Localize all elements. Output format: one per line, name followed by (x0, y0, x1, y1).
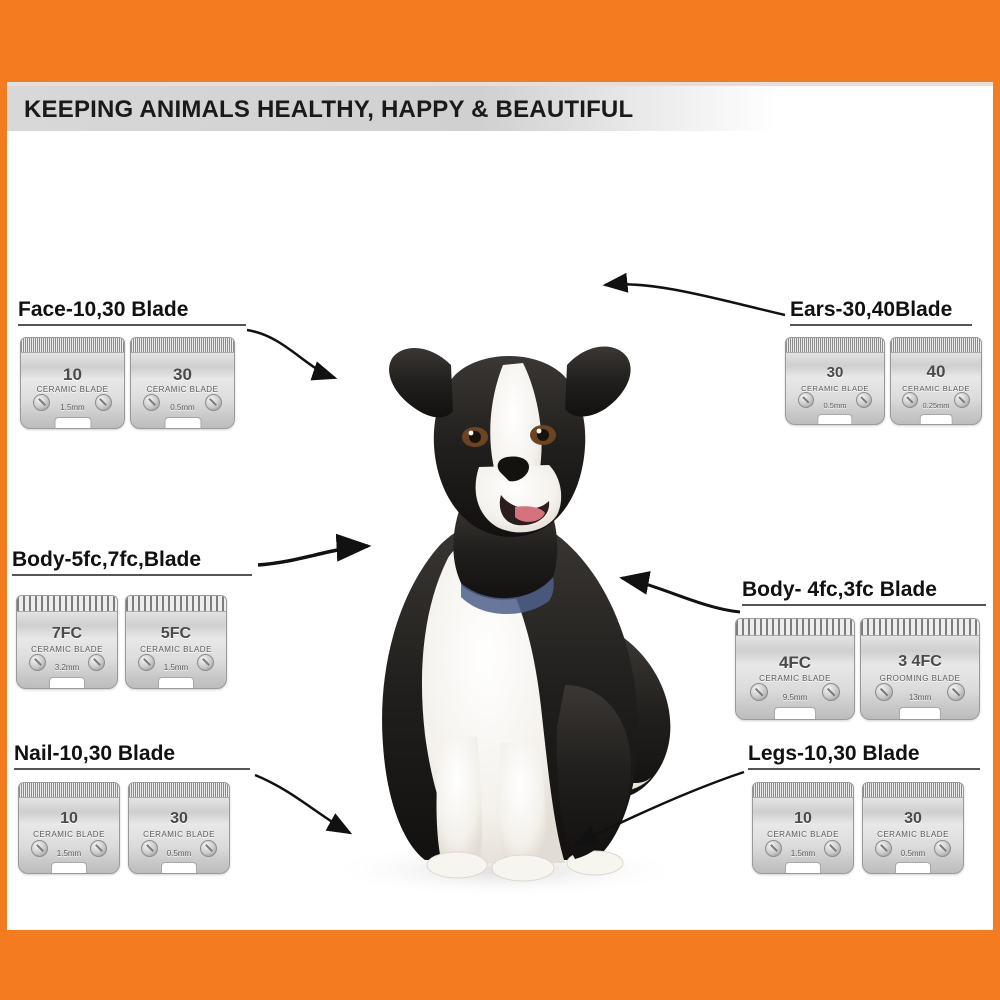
blade-teeth-icon (126, 596, 226, 612)
blade-notch (54, 417, 91, 429)
blade-brand-label: CERAMIC BLADE (36, 384, 109, 394)
blade-brand-label: CERAMIC BLADE (902, 383, 970, 393)
blade-screw-icon (90, 840, 107, 857)
right-orange-border (993, 0, 1000, 1000)
blade-brand-label: CERAMIC BLADE (146, 384, 219, 394)
blade-mm-label: 3.2mm (54, 663, 80, 673)
blade-notch (899, 707, 941, 720)
blade-notch (785, 862, 821, 874)
blade-teeth-icon (891, 338, 981, 353)
blade-teeth-icon (19, 783, 119, 798)
blade-ears-40 (890, 337, 982, 425)
top-orange-bar (0, 0, 1000, 82)
blade-notch (49, 677, 85, 689)
blade-size-label: 10 (60, 810, 78, 827)
blade-teeth-icon (131, 338, 234, 353)
blade-screw-icon (141, 840, 158, 857)
blade-body-4fc (735, 618, 855, 720)
blade-size-label: 30 (826, 363, 844, 381)
blade-mm-label: 0.5mm (166, 848, 192, 858)
left-orange-border (0, 0, 7, 1000)
blade-screw-icon (875, 840, 892, 857)
blade-size-label: 3 4FC (898, 653, 942, 670)
callout-label-nail: Nail-10,30 Blade (14, 742, 250, 770)
blade-size-label: 30 (173, 365, 192, 384)
blade-mm-label: 0.5mm (823, 400, 847, 410)
blade-screw-icon (934, 840, 951, 857)
blade-nail-10 (18, 782, 120, 874)
blade-face-30 (130, 337, 235, 429)
callout-label-body-left: Body-5fc,7fc,Blade (12, 548, 252, 576)
callout-label-ears: Ears-30,40Blade (790, 298, 972, 326)
blade-notch (51, 862, 87, 874)
blade-screw-icon (138, 654, 155, 671)
blade-screw-icon (31, 840, 48, 857)
blade-brand-label: CERAMIC BLADE (33, 829, 105, 839)
blade-teeth-icon (786, 338, 884, 353)
blade-screw-icon (29, 654, 46, 671)
blade-teeth-icon (17, 596, 117, 612)
blade-screw-icon (824, 840, 841, 857)
blade-notch (817, 414, 852, 425)
blade-legs-30 (862, 782, 964, 874)
callout-label-legs: Legs-10,30 Blade (748, 742, 980, 770)
blade-mm-label: 1.5mm (60, 402, 85, 412)
blade-size-label: 40 (926, 362, 946, 382)
blade-size-label: 30 (904, 810, 922, 827)
blade-notch (158, 677, 194, 689)
blade-screw-icon (902, 392, 918, 408)
blade-teeth-icon (861, 619, 979, 636)
blade-brand-label: CERAMIC BLADE (801, 383, 869, 393)
blade-screw-icon (205, 394, 222, 411)
blade-brand-label: CERAMIC BLADE (31, 644, 103, 654)
blade-screw-icon (798, 392, 814, 408)
blade-ears-30 (785, 337, 885, 425)
blade-size-label: 10 (63, 365, 82, 384)
tagline-text: KEEPING ANIMALS HEALTHY, HAPPY & BEAUTIFUL (24, 96, 634, 123)
blade-teeth-icon (736, 619, 854, 636)
blade-screw-icon (947, 683, 965, 701)
blade-mm-label: 1.5mm (163, 663, 189, 673)
blade-notch (161, 862, 197, 874)
dog-photo (265, 215, 735, 905)
blade-screw-icon (822, 683, 840, 701)
blade-nail-30 (128, 782, 230, 874)
blade-teeth-icon (863, 783, 963, 798)
blade-screw-icon (765, 840, 782, 857)
blade-body-5fc (125, 595, 227, 689)
blade-notch (774, 707, 816, 720)
blade-brand-label: CERAMIC BLADE (877, 829, 949, 839)
callout-label-body-right: Body- 4fc,3fc Blade (742, 578, 986, 606)
blade-teeth-icon (753, 783, 853, 798)
blade-body-7fc (16, 595, 118, 689)
blade-size-label: 4FC (778, 653, 812, 672)
blade-mm-label: 0.5mm (170, 402, 195, 412)
blade-mm-label: 13mm (908, 693, 932, 702)
blade-size-label: 5FC (160, 624, 192, 642)
blade-size-label: 10 (794, 810, 812, 827)
blade-screw-icon (197, 654, 214, 671)
blade-screw-icon (95, 394, 112, 411)
blade-face-10 (20, 337, 125, 429)
blade-teeth-icon (129, 783, 229, 798)
blade-brand-label: CERAMIC BLADE (143, 829, 215, 839)
blade-screw-icon (200, 840, 217, 857)
blade-brand-label: CERAMIC BLADE (767, 829, 839, 839)
blade-notch (920, 414, 953, 425)
blade-brand-label: CERAMIC BLADE (140, 644, 212, 654)
blade-mm-label: 0.5mm (900, 848, 926, 858)
callout-label-face: Face-10,30 Blade (18, 298, 246, 326)
blade-teeth-icon (21, 338, 124, 353)
blade-legs-10 (752, 782, 854, 874)
blade-size-label: 7FC (51, 624, 83, 642)
blade-brand-label: GROOMING BLADE (879, 674, 961, 683)
blade-mm-label: 1.5mm (56, 848, 82, 858)
blade-size-label: 30 (170, 810, 188, 827)
blade-notch (895, 862, 931, 874)
bottom-orange-bar (0, 930, 1000, 1000)
blade-screw-icon (88, 654, 105, 671)
blade-mm-label: 1.5mm (790, 848, 816, 858)
blade-brand-label: CERAMIC BLADE (759, 674, 831, 683)
blade-mm-label: 9.5mm (782, 693, 808, 702)
blade-mm-label: 0.25mm (922, 400, 950, 410)
blade-notch (164, 417, 201, 429)
blade-body-34fc (860, 618, 980, 720)
